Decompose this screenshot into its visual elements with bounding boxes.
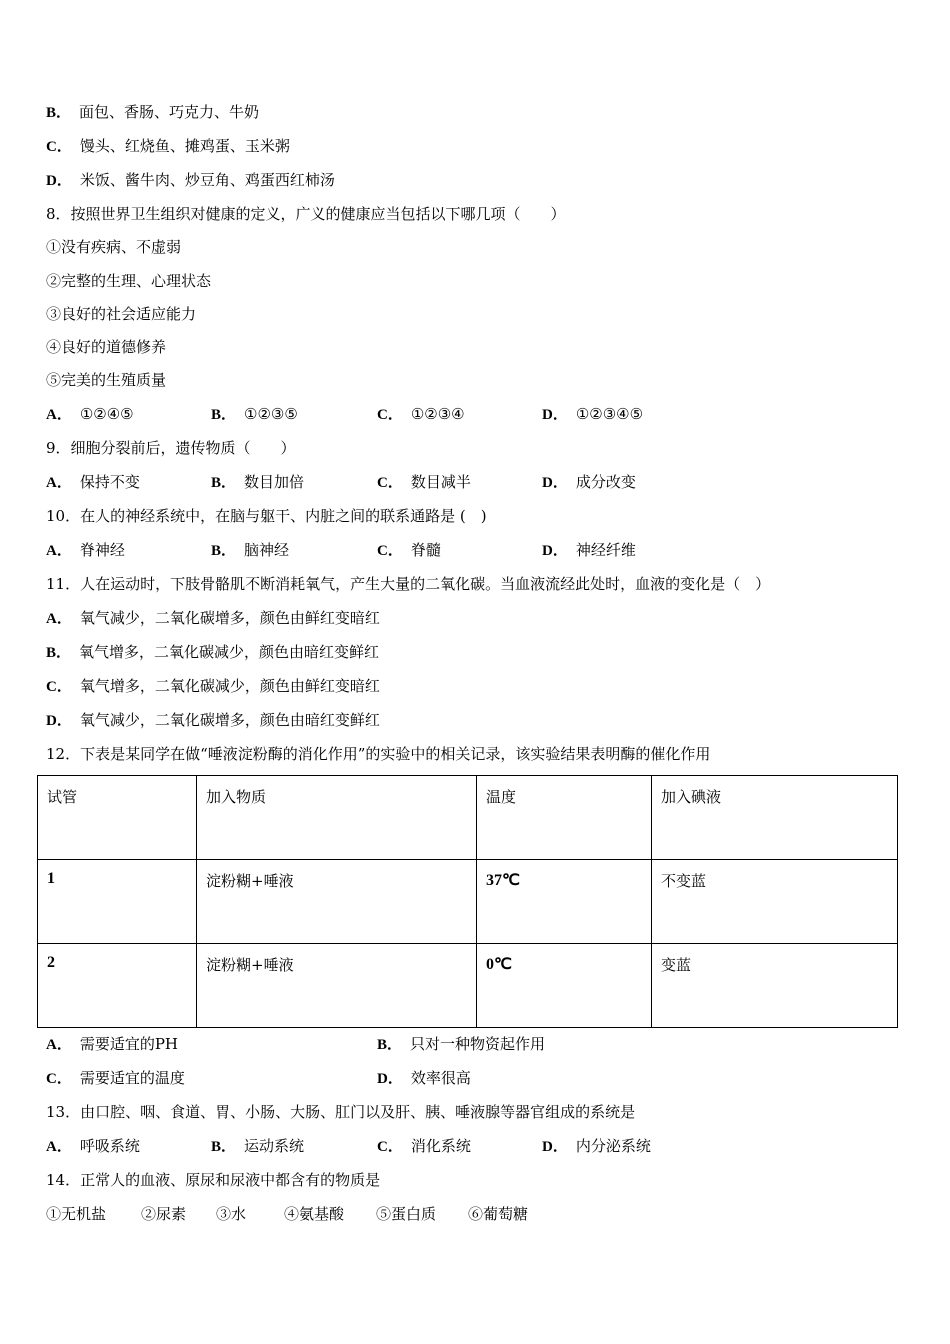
q9-option-c <box>377 472 471 493</box>
q13-option-b <box>211 1136 304 1157</box>
option-text: ①②③④ <box>410 405 465 423</box>
q8-options <box>46 404 906 424</box>
q14-item-3: ③水 <box>216 1205 247 1223</box>
q14-items <box>46 1204 906 1224</box>
q14-item-1: ①无机盐 <box>46 1205 107 1223</box>
q11-option-c <box>46 676 380 697</box>
q12-option-c <box>46 1068 185 1089</box>
option-text: 神经纤维 <box>575 541 636 559</box>
q9-option-a <box>46 472 140 493</box>
option-label: B． <box>211 475 237 491</box>
table-cell: 0℃ <box>477 944 652 1028</box>
option-text: 效率很高 <box>410 1069 471 1087</box>
q14-item-6: ⑥葡萄糖 <box>468 1205 529 1223</box>
q8-item-3: ③良好的社会适应能力 <box>46 305 197 323</box>
q10-stem: 10．在人的神经系统中，在脑与躯干、内脏之间的联系通路是 ( ) <box>46 507 487 525</box>
option-text: 成分改变 <box>575 473 636 491</box>
option-label: D． <box>46 713 72 729</box>
table-cell: 2 <box>38 944 197 1028</box>
option-text: 米饭、酱牛肉、炒豆角、鸡蛋西红柿汤 <box>79 171 335 189</box>
option-text: 运动系统 <box>244 1137 305 1155</box>
option-text: 脊髓 <box>410 541 441 559</box>
q14-item-4: ④氨基酸 <box>284 1205 345 1223</box>
q11-option-d <box>46 710 380 731</box>
option-label: C． <box>46 1071 72 1087</box>
table-cell: 37℃ <box>477 860 652 944</box>
q8-option-b <box>211 404 298 425</box>
q10-option-b <box>211 540 289 561</box>
q8-item-5: ⑤完美的生殖质量 <box>46 371 167 389</box>
table-header-row <box>38 776 898 860</box>
option-label: C． <box>377 407 403 423</box>
q10-option-d <box>542 540 636 561</box>
option-label: D． <box>46 173 72 189</box>
option-label: C． <box>377 543 403 559</box>
option-text: 氧气减少，二氧化碳增多，颜色由暗红变鲜红 <box>79 711 380 729</box>
q12-option-d <box>377 1068 471 1089</box>
option-text: 数目加倍 <box>244 473 305 491</box>
q10-options <box>46 540 906 560</box>
q12-option-b <box>377 1034 545 1055</box>
option-label: D． <box>542 543 568 559</box>
option-text: 脊神经 <box>79 541 125 559</box>
q10-option-a <box>46 540 125 561</box>
header-cell: 加入碘液 <box>652 776 898 860</box>
q12-options-row-2 <box>46 1068 906 1088</box>
table-cell: 淀粉糊+唾液 <box>197 944 477 1028</box>
option-text: 保持不变 <box>79 473 140 491</box>
table-cell: 变蓝 <box>652 944 898 1028</box>
q13-option-c <box>377 1136 471 1157</box>
option-label: C． <box>377 475 403 491</box>
option-label: C． <box>377 1139 403 1155</box>
q12-stem: 12．下表是某同学在做“唾液淀粉酶的消化作用”的实验中的相关记录，该实验结果表明酶的催化作用 <box>46 745 711 763</box>
option-text: 面包、香肠、巧克力、牛奶 <box>79 103 260 121</box>
option-label: D． <box>377 1071 403 1087</box>
experiment-table <box>37 775 898 1028</box>
q14-item-5: ⑤蛋白质 <box>376 1205 437 1223</box>
q12-options-row-1 <box>46 1034 906 1054</box>
option-label: B． <box>211 407 237 423</box>
option-label: A． <box>46 475 72 491</box>
q11-option-a <box>46 608 380 629</box>
option-text: 只对一种物资起作用 <box>410 1035 546 1053</box>
option-label: C． <box>46 139 72 155</box>
q8-item-4: ④良好的道德修养 <box>46 338 167 356</box>
option-label: B． <box>377 1037 403 1053</box>
q7-option-b <box>46 102 259 123</box>
option-text: ①②③⑤ <box>244 405 298 423</box>
option-label: A． <box>46 1139 72 1155</box>
option-label: C． <box>46 679 72 695</box>
option-label: B． <box>46 105 72 121</box>
option-label: B． <box>211 543 237 559</box>
option-label: D． <box>542 475 568 491</box>
q7-option-c <box>46 136 290 157</box>
q13-option-a <box>46 1136 140 1157</box>
q8-item-2: ②完整的生理、心理状态 <box>46 272 212 290</box>
option-text: 呼吸系统 <box>79 1137 140 1155</box>
q8-item-1: ①没有疾病、不虚弱 <box>46 238 182 256</box>
q14-stem: 14．正常人的血液、原尿和尿液中都含有的物质是 <box>46 1171 381 1189</box>
option-label: B． <box>46 645 72 661</box>
option-text: 消化系统 <box>410 1137 471 1155</box>
option-text: 需要适宜的温度 <box>79 1069 185 1087</box>
q8-option-d <box>542 404 643 425</box>
header-cell: 温度 <box>477 776 652 860</box>
option-text: 脑神经 <box>244 541 290 559</box>
option-label: D． <box>542 407 568 423</box>
q13-options <box>46 1136 906 1156</box>
q12-option-a <box>46 1034 178 1055</box>
table-cell: 不变蓝 <box>652 860 898 944</box>
option-label: D． <box>542 1139 568 1155</box>
option-text: 需要适宜的PH <box>79 1035 179 1053</box>
option-text: ①②④⑤ <box>79 405 134 423</box>
option-label: A． <box>46 611 72 627</box>
option-label: B． <box>211 1139 237 1155</box>
q7-option-d <box>46 170 335 191</box>
option-text: 内分泌系统 <box>575 1137 651 1155</box>
table-cell: 淀粉糊+唾液 <box>197 860 477 944</box>
table-row <box>38 944 898 1028</box>
q11-stem: 11．人在运动时，下肢骨骼肌不断消耗氧气，产生大量的二氧化碳。当血液流经此处时，血液的变化是（ ） <box>46 575 771 593</box>
q8-option-c <box>377 404 465 425</box>
table-cell: 1 <box>38 860 197 944</box>
q9-stem: 9．细胞分裂前后，遗传物质（ ） <box>46 439 296 457</box>
header-cell: 试管 <box>38 776 197 860</box>
option-text: 数目减半 <box>410 473 471 491</box>
q8-stem: 8．按照世界卫生组织对健康的定义，广义的健康应当包括以下哪几项（ ） <box>46 205 566 223</box>
q8-option-a <box>46 404 134 425</box>
q9-option-b <box>211 472 304 493</box>
q13-option-d <box>542 1136 651 1157</box>
q9-option-d <box>542 472 636 493</box>
option-text: 馒头、红烧鱼、摊鸡蛋、玉米粥 <box>79 137 290 155</box>
option-label: A． <box>46 543 72 559</box>
table-row <box>38 860 898 944</box>
q10-option-c <box>377 540 441 561</box>
header-cell: 加入物质 <box>197 776 477 860</box>
option-label: A． <box>46 1037 72 1053</box>
option-text: 氧气减少，二氧化碳增多，颜色由鲜红变暗红 <box>79 609 380 627</box>
option-text: ①②③④⑤ <box>575 405 644 423</box>
option-label: A． <box>46 407 72 423</box>
option-text: 氧气增多，二氧化碳减少，颜色由鲜红变暗红 <box>79 677 380 695</box>
q14-item-2: ②尿素 <box>141 1205 187 1223</box>
q11-option-b <box>46 642 379 663</box>
option-text: 氧气增多，二氧化碳减少，颜色由暗红变鲜红 <box>79 643 380 661</box>
q9-options <box>46 472 906 492</box>
q13-stem: 13．由口腔、咽、食道、胃、小肠、大肠、肛门以及肝、胰、唾液腺等器官组成的系统是 <box>46 1103 636 1121</box>
